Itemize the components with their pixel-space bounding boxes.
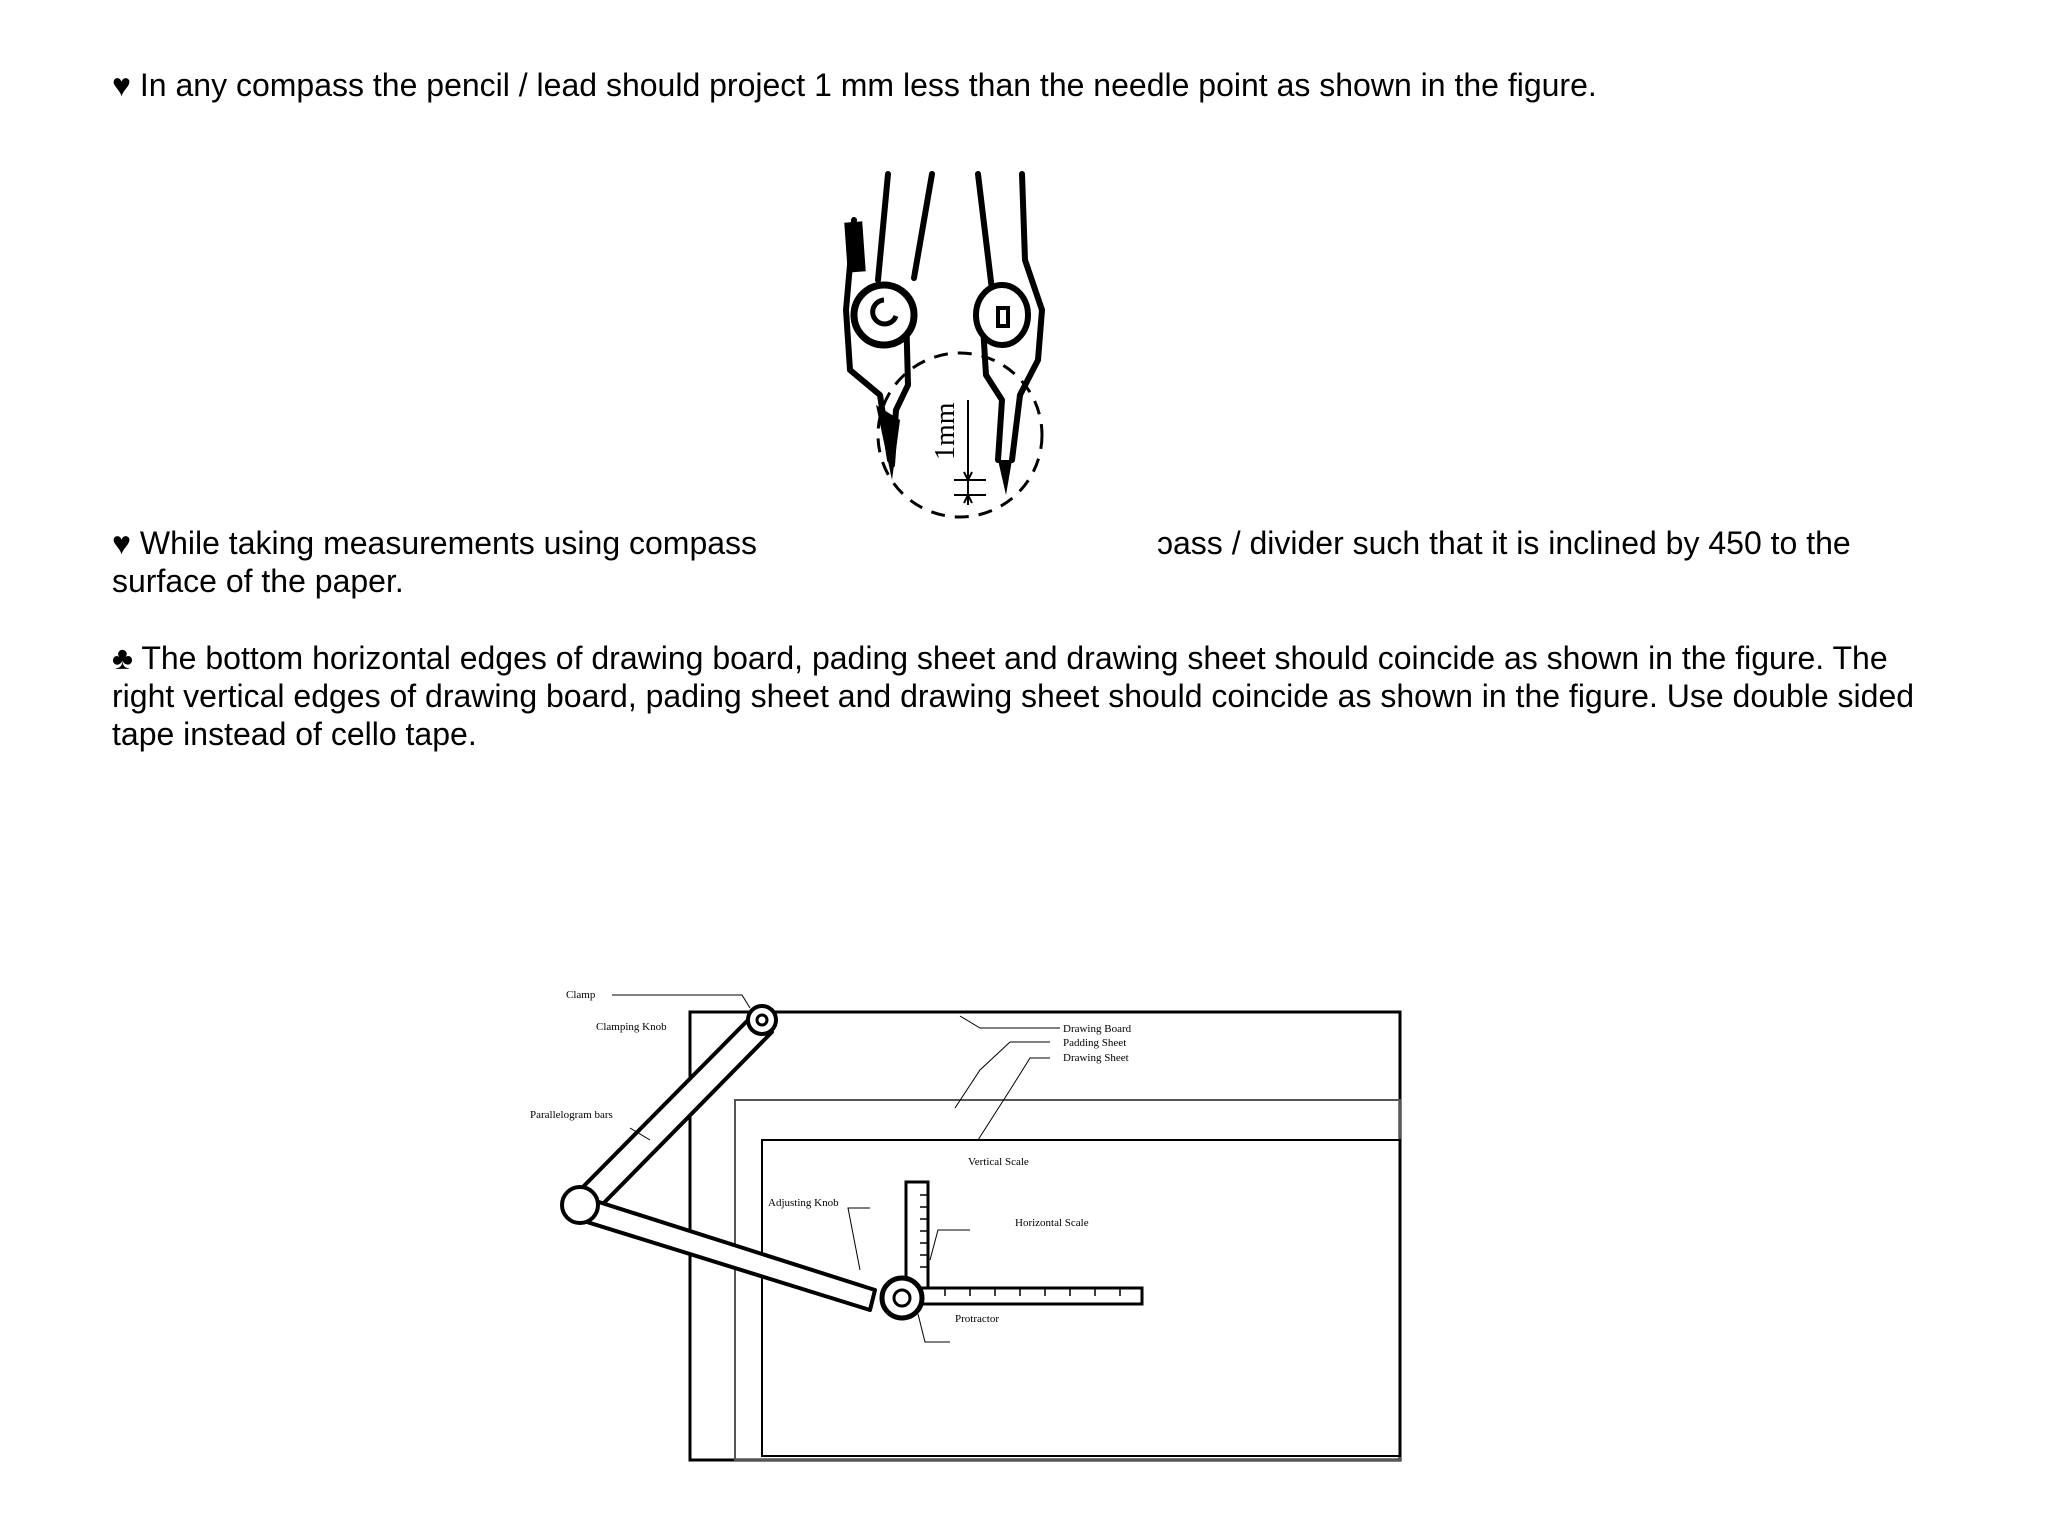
- instruction-board-edges: ♣ The bottom horizontal edges of drawing board, pading sheet and drawing sheet should coincide as shown in the figure. The right vertical edges of drawing board, pading sheet and drawing sheet should coincide as shown in the figure. Use double sided tape instead of cello tape.: [112, 640, 1915, 752]
- label-horizontal-scale: Horizontal Scale: [1015, 1217, 1089, 1229]
- pivot-joint: [562, 1187, 598, 1223]
- parallelogram-bars: [570, 1016, 875, 1310]
- drawing-board-figure: [500, 960, 1420, 1480]
- instruction-part-1: ♥ While taking measurements using compass: [112, 525, 758, 561]
- label-protractor: Protractor: [955, 1313, 999, 1325]
- compass-needle: [998, 460, 1012, 495]
- label-adjusting-knob: Adjusting Knob: [768, 1197, 839, 1209]
- horizontal-scale: [900, 1288, 1142, 1304]
- label-vertical-scale: Vertical Scale: [968, 1156, 1029, 1168]
- protractor: [882, 1278, 922, 1318]
- label-clamping-knob: Clamping Knob: [596, 1021, 667, 1033]
- label-parallelogram-bars: Parallelogram bars: [530, 1109, 613, 1121]
- label-clamp: Clamp: [566, 989, 596, 1001]
- clamp: [748, 1006, 776, 1034]
- vertical-scale: [906, 1182, 928, 1292]
- measurement-label: 1mm: [930, 402, 961, 460]
- compass-pencil-screw: [854, 285, 914, 345]
- label-drawing-sheet: Drawing Sheet: [1063, 1052, 1129, 1064]
- drawing-board: [690, 1012, 1400, 1460]
- compass-figure: [780, 160, 1120, 535]
- compass-lead-holder: [844, 221, 865, 272]
- label-drawing-board: Drawing Board: [1063, 1023, 1132, 1035]
- instruction-compass-lead: ♥ In any compass the pencil / lead should project 1 mm less than the needle point as shown in the figure.: [112, 67, 1597, 103]
- label-padding-sheet: Padding Sheet: [1063, 1037, 1127, 1049]
- instruction-part-2: ɔass / divider such that it is inclined by 450 to the surface of the paper.: [112, 525, 1851, 599]
